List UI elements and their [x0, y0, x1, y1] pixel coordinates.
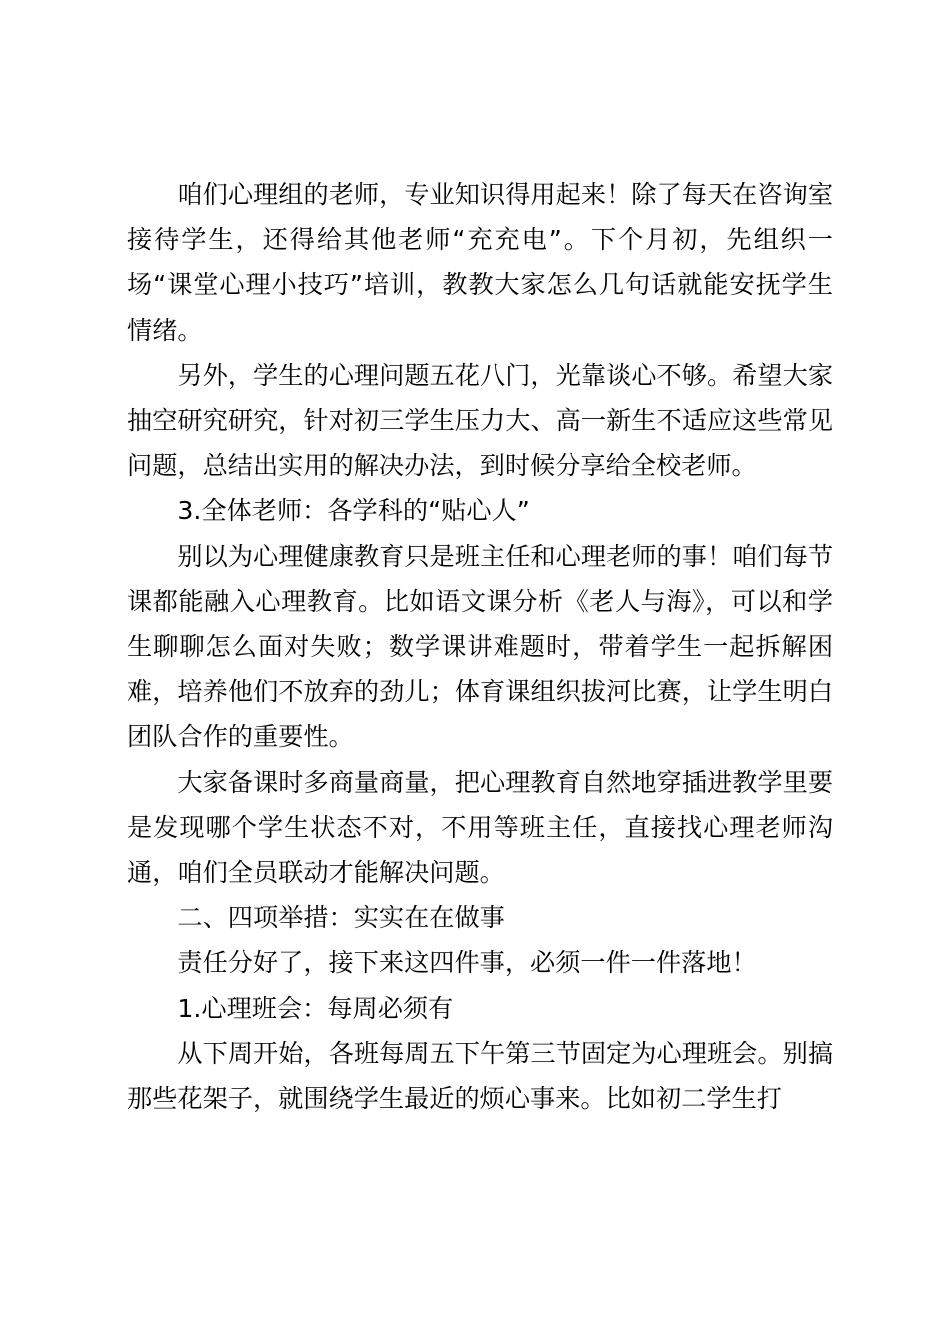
- heading-all-teachers: 3.全体老师：各学科的“贴心人”: [177, 496, 530, 526]
- heading-class-meeting: 1.心理班会：每周必须有: [177, 993, 454, 1023]
- heading-four-measures: 二、四项举措：实实在在做事: [177, 903, 505, 933]
- paragraph-psych-group-training: 咱们心理组的老师，专业知识得用起来！除了每天在咨询室接待学生，还得给其他老师“充充电”。下个月初，先组织一场“课堂心理小技巧”培训，教教大家怎么几句话就能安抚学生情绪。: [127, 180, 833, 345]
- paragraph-subject-integration: 别以为心理健康教育只是班主任和心理老师的事！咱们每节课都能融入心理教育。比如语文课分析《老人与海》，可以和学生聊聊怎么面对失败；数学课讲难题时，带着学生一起拆解困难，培养他们不放弃的劲儿；体育课组织拔河比赛，让学生明白团队合作的重要性。: [127, 541, 833, 752]
- paragraph-class-meeting-schedule: 从下周开始，各班每周五下午第三节固定为心理班会。别搞那些花架子，就围绕学生最近的烦心事来。比如初二学生打: [127, 1038, 833, 1114]
- paragraph-common-problems-research: 另外，学生的心理问题五花八门，光靠谈心不够。希望大家抽空研究研究，针对初三学生压力大、高一新生不适应这些常见问题，总结出实用的解决办法，到时候分享给全校老师。: [127, 360, 833, 481]
- paragraph-lesson-planning: 大家备课时多商量商量，把心理教育自然地穿插进教学里要是发现哪个学生状态不对，不用等班主任，直接找心理老师沟通，咱们全员联动才能解决问题。: [127, 767, 833, 888]
- paragraph-four-tasks-intro: 责任分好了，接下来这四件事，必须一件一件落地！: [177, 948, 757, 978]
- document-body: [127, 172, 833, 1121]
